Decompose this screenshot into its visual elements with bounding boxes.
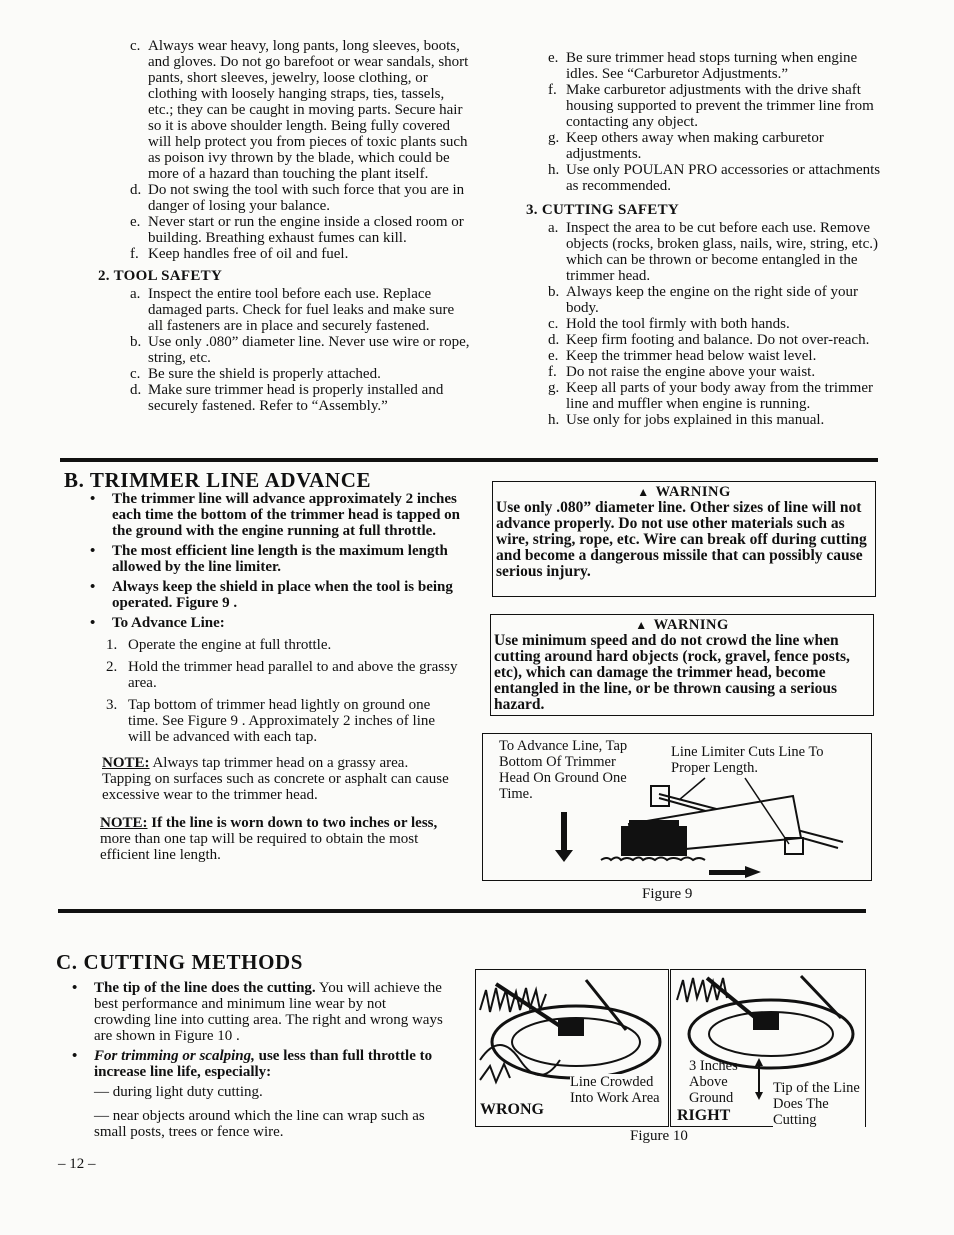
list-item-label: c. [548, 316, 559, 332]
list-item-label: f. [548, 82, 557, 98]
dash-light-duty: — during light duty cutting. [94, 1084, 263, 1100]
list-item [548, 380, 890, 412]
figure-9-caption: Figure 9 [642, 886, 693, 902]
step-text: Tap bottom of trimmer head lightly on ground one time. See Figure 9 . Approximately 2 inches of line will be advanced with each tap. [128, 697, 436, 745]
list-item-text: Keep all parts of your body away from the trimmer line and muffler when engine is running. [566, 380, 873, 412]
list-item-label: f. [548, 364, 557, 380]
list-item-text: Keep firm footing and balance. Do not over-reach. [566, 332, 870, 348]
list-item [548, 130, 890, 162]
list-item-text: Inspect the entire tool before each use. Replace damaged parts. Check for fuel leaks and make sure all fasteners are in place and securely fastened. [148, 286, 455, 334]
tool-safety-heading: 2. TOOL SAFETY [98, 268, 223, 284]
step-number: 2. [106, 659, 118, 675]
right-tip-callout: Tip of the Line Does The Cutting [773, 1080, 865, 1128]
bullet-efficient-length: • The most efficient line length is the maximum length allowed by the line limiter. [90, 543, 448, 575]
cutting-safety-heading: 3. CUTTING SAFETY [526, 202, 680, 218]
list-item-text: Do not swing the tool with such force that you are in danger of losing your balance. [148, 182, 465, 214]
figure-10-right-panel [670, 969, 866, 1127]
trimmer-line-advance-body [90, 491, 460, 863]
step-number: 3. [106, 697, 118, 713]
step-number: 1. [106, 637, 118, 653]
note-worn-line: NOTE: If the line is worn down to two inches or less, more than one tap will be required to obtain the most efficient line length. [100, 815, 438, 863]
list-item [548, 50, 890, 82]
carburetor-safety-list [548, 50, 890, 194]
list-item-label: d. [548, 332, 560, 348]
bullet-tip-of-line: • The tip of the line does the cutting. You will achieve the best performance and minimum line wear by not crowding line into cutting area. The right and wrong ways are shown in Figure 10 . [72, 980, 443, 1044]
list-item [130, 246, 472, 262]
dash-near-objects: — near objects around which the line can wrap such as small posts, trees or fence wire. [94, 1108, 425, 1140]
warning-box-minimum-speed [490, 614, 874, 716]
list-item-text: Use only .080” diameter line. Never use wire or rope, string, etc. [148, 334, 470, 366]
advance-steps-list [106, 637, 460, 745]
bullet-keep-shield: • Always keep the shield in place when the tool is being operated. Figure 9 . [90, 579, 453, 611]
list-item [548, 412, 890, 428]
list-item-label: h. [548, 412, 560, 428]
list-item-text: Keep handles free of oil and fuel. [148, 246, 349, 262]
list-item-label: c. [130, 38, 141, 54]
figure-10-wrong-panel [475, 969, 669, 1127]
list-item [130, 38, 472, 182]
list-item-label: h. [548, 162, 560, 178]
warning-header: ▲ WARNING [637, 484, 731, 500]
right-height-callout: 3 Inches Above Ground [689, 1058, 738, 1106]
warning-text: Use minimum speed and do not crowd the line when cutting around hard objects (rock, gravel, fence posts, etc), which can damage the trimmer head, become entangled in the line, or be thrown causing a serious hazard. [494, 632, 850, 713]
list-item-label: d. [130, 382, 142, 398]
list-item-label: e. [548, 50, 559, 66]
note-tap-grassy: NOTE: Always tap trimmer head on a grassy area. Tapping on surfaces such as concrete or asphalt can cause excessive wear to the trimmer head. [102, 755, 449, 803]
list-item-text: Always wear heavy, long pants, long sleeves, boots, and gloves. Do not go barefoot or wear sandals, short pants, short sleeves, jewelry, loose clothing, or clothing with loosely hanging straps, ties, tassels, etc.; they can be caught in moving parts. Secure hair so it is above shoulder length. Being fully covered will help protect you from pieces of toxic plants such as poison ivy thrown by the blade, which could be more of a hazard than touching the plant itself. [148, 38, 469, 182]
list-item [130, 382, 472, 414]
list-item [548, 364, 890, 380]
wrong-callout: Line Crowded Into Work Area [570, 1074, 666, 1106]
trimmer-head-illustration [483, 734, 869, 878]
warning-triangle-icon: ▲ [637, 485, 650, 499]
list-item [130, 182, 472, 214]
list-item-text: Use only for jobs explained in this manual. [566, 412, 825, 428]
list-item-text: Keep the trimmer head below waist level. [566, 348, 817, 364]
list-item [548, 284, 890, 316]
list-item-label: e. [130, 214, 141, 230]
list-item-text: Never start or run the engine inside a closed room or building. Breathing exhaust fumes can kill. [148, 214, 464, 246]
list-item-label: d. [130, 182, 142, 198]
list-item-label: a. [548, 220, 559, 236]
page-number: – 12 – [58, 1156, 96, 1172]
section-divider-1 [60, 458, 878, 462]
list-item [548, 332, 890, 348]
figure-9-right-callout: Line Limiter Cuts Line To Proper Length. [671, 744, 824, 776]
list-item-label: c. [130, 366, 141, 382]
figure-10-caption: Figure 10 [630, 1128, 688, 1144]
list-item [130, 366, 472, 382]
bullet-advance-approx: • The trimmer line will advance approximately 2 inches each time the bottom of the trimmer head is tapped on the ground with the engine running at full throttle. [90, 491, 461, 539]
list-item-label: e. [548, 348, 559, 364]
list-item [548, 316, 890, 332]
list-item-label: g. [548, 380, 560, 396]
list-item-text: Inspect the area to be cut before each use. Remove objects (rocks, broken glass, nails, wire, string, etc.) which can be thrown or become entangled in the trimmer head. [566, 220, 879, 284]
list-item-label: f. [130, 246, 139, 262]
numbered-step [106, 637, 460, 653]
list-item-text: Do not raise the engine above your waist. [566, 364, 816, 380]
cutting-safety-list [548, 220, 890, 428]
numbered-step [106, 659, 460, 691]
numbered-step [106, 697, 460, 745]
list-item-text: Always keep the engine on the right side of your body. [566, 284, 859, 316]
cutting-methods-heading: C. CUTTING METHODS [56, 950, 304, 974]
step-text: Operate the engine at full throttle. [128, 637, 332, 653]
list-item [548, 220, 890, 284]
list-item-text: Be sure the shield is properly attached. [148, 366, 381, 382]
step-text: Hold the trimmer head parallel to and above the grassy area. [128, 659, 458, 691]
list-item-label: a. [130, 286, 141, 302]
list-item-text: Hold the tool firmly with both hands. [566, 316, 790, 332]
trimmer-line-advance-heading: B. TRIMMER LINE ADVANCE [64, 468, 372, 492]
list-item-label: b. [130, 334, 142, 350]
list-item [130, 334, 472, 366]
section-divider-2 [58, 909, 866, 913]
warning-box-line-diameter [492, 481, 876, 597]
cutting-methods-body [72, 980, 444, 1140]
right-label: RIGHT [677, 1107, 731, 1124]
list-item-label: g. [548, 130, 560, 146]
figure-9-left-callout: To Advance Line, Tap Bottom Of Trimmer Head On Ground One Time. [499, 738, 628, 802]
list-item-text: Use only POULAN PRO accessories or attachments as recommended. [566, 162, 881, 194]
figure-9-box [482, 733, 872, 881]
bullet-to-advance-line: • To Advance Line: [90, 615, 225, 631]
list-item-text: Keep others away when making carburetor adjustments. [566, 130, 824, 162]
list-item [548, 82, 890, 130]
list-item [130, 214, 472, 246]
bullet-trimming-scalping: • For trimming or scalping, use less than full throttle to increase line life, especially: [72, 1048, 433, 1080]
wrong-label: WRONG [480, 1101, 544, 1118]
tool-safety-list [130, 286, 472, 414]
personal-safety-list [130, 38, 472, 262]
list-item [548, 162, 890, 194]
list-item-text: Be sure trimmer head stops turning when engine idles. See “Carburetor Adjustments.” [566, 50, 858, 82]
warning-text: Use only .080” diameter line. Other sizes of line will not advance properly. Do not use other materials such as wire, string, rope, etc. Wire can break off during cutting and become a dangerous missile that can possibly cause serious injury. [496, 499, 867, 580]
list-item [130, 286, 472, 334]
list-item-text: Make carburetor adjustments with the drive shaft housing supported to prevent the trimmer line from contacting any object. [566, 82, 874, 130]
right-top-column [526, 50, 890, 428]
list-item [548, 348, 890, 364]
left-top-column [98, 38, 472, 414]
list-item-text: Make sure trimmer head is properly installed and securely fastened. Refer to “Assembly.” [148, 382, 444, 414]
warning-header: ▲ WARNING [635, 617, 729, 633]
warning-triangle-icon: ▲ [635, 618, 648, 632]
list-item-label: b. [548, 284, 560, 300]
